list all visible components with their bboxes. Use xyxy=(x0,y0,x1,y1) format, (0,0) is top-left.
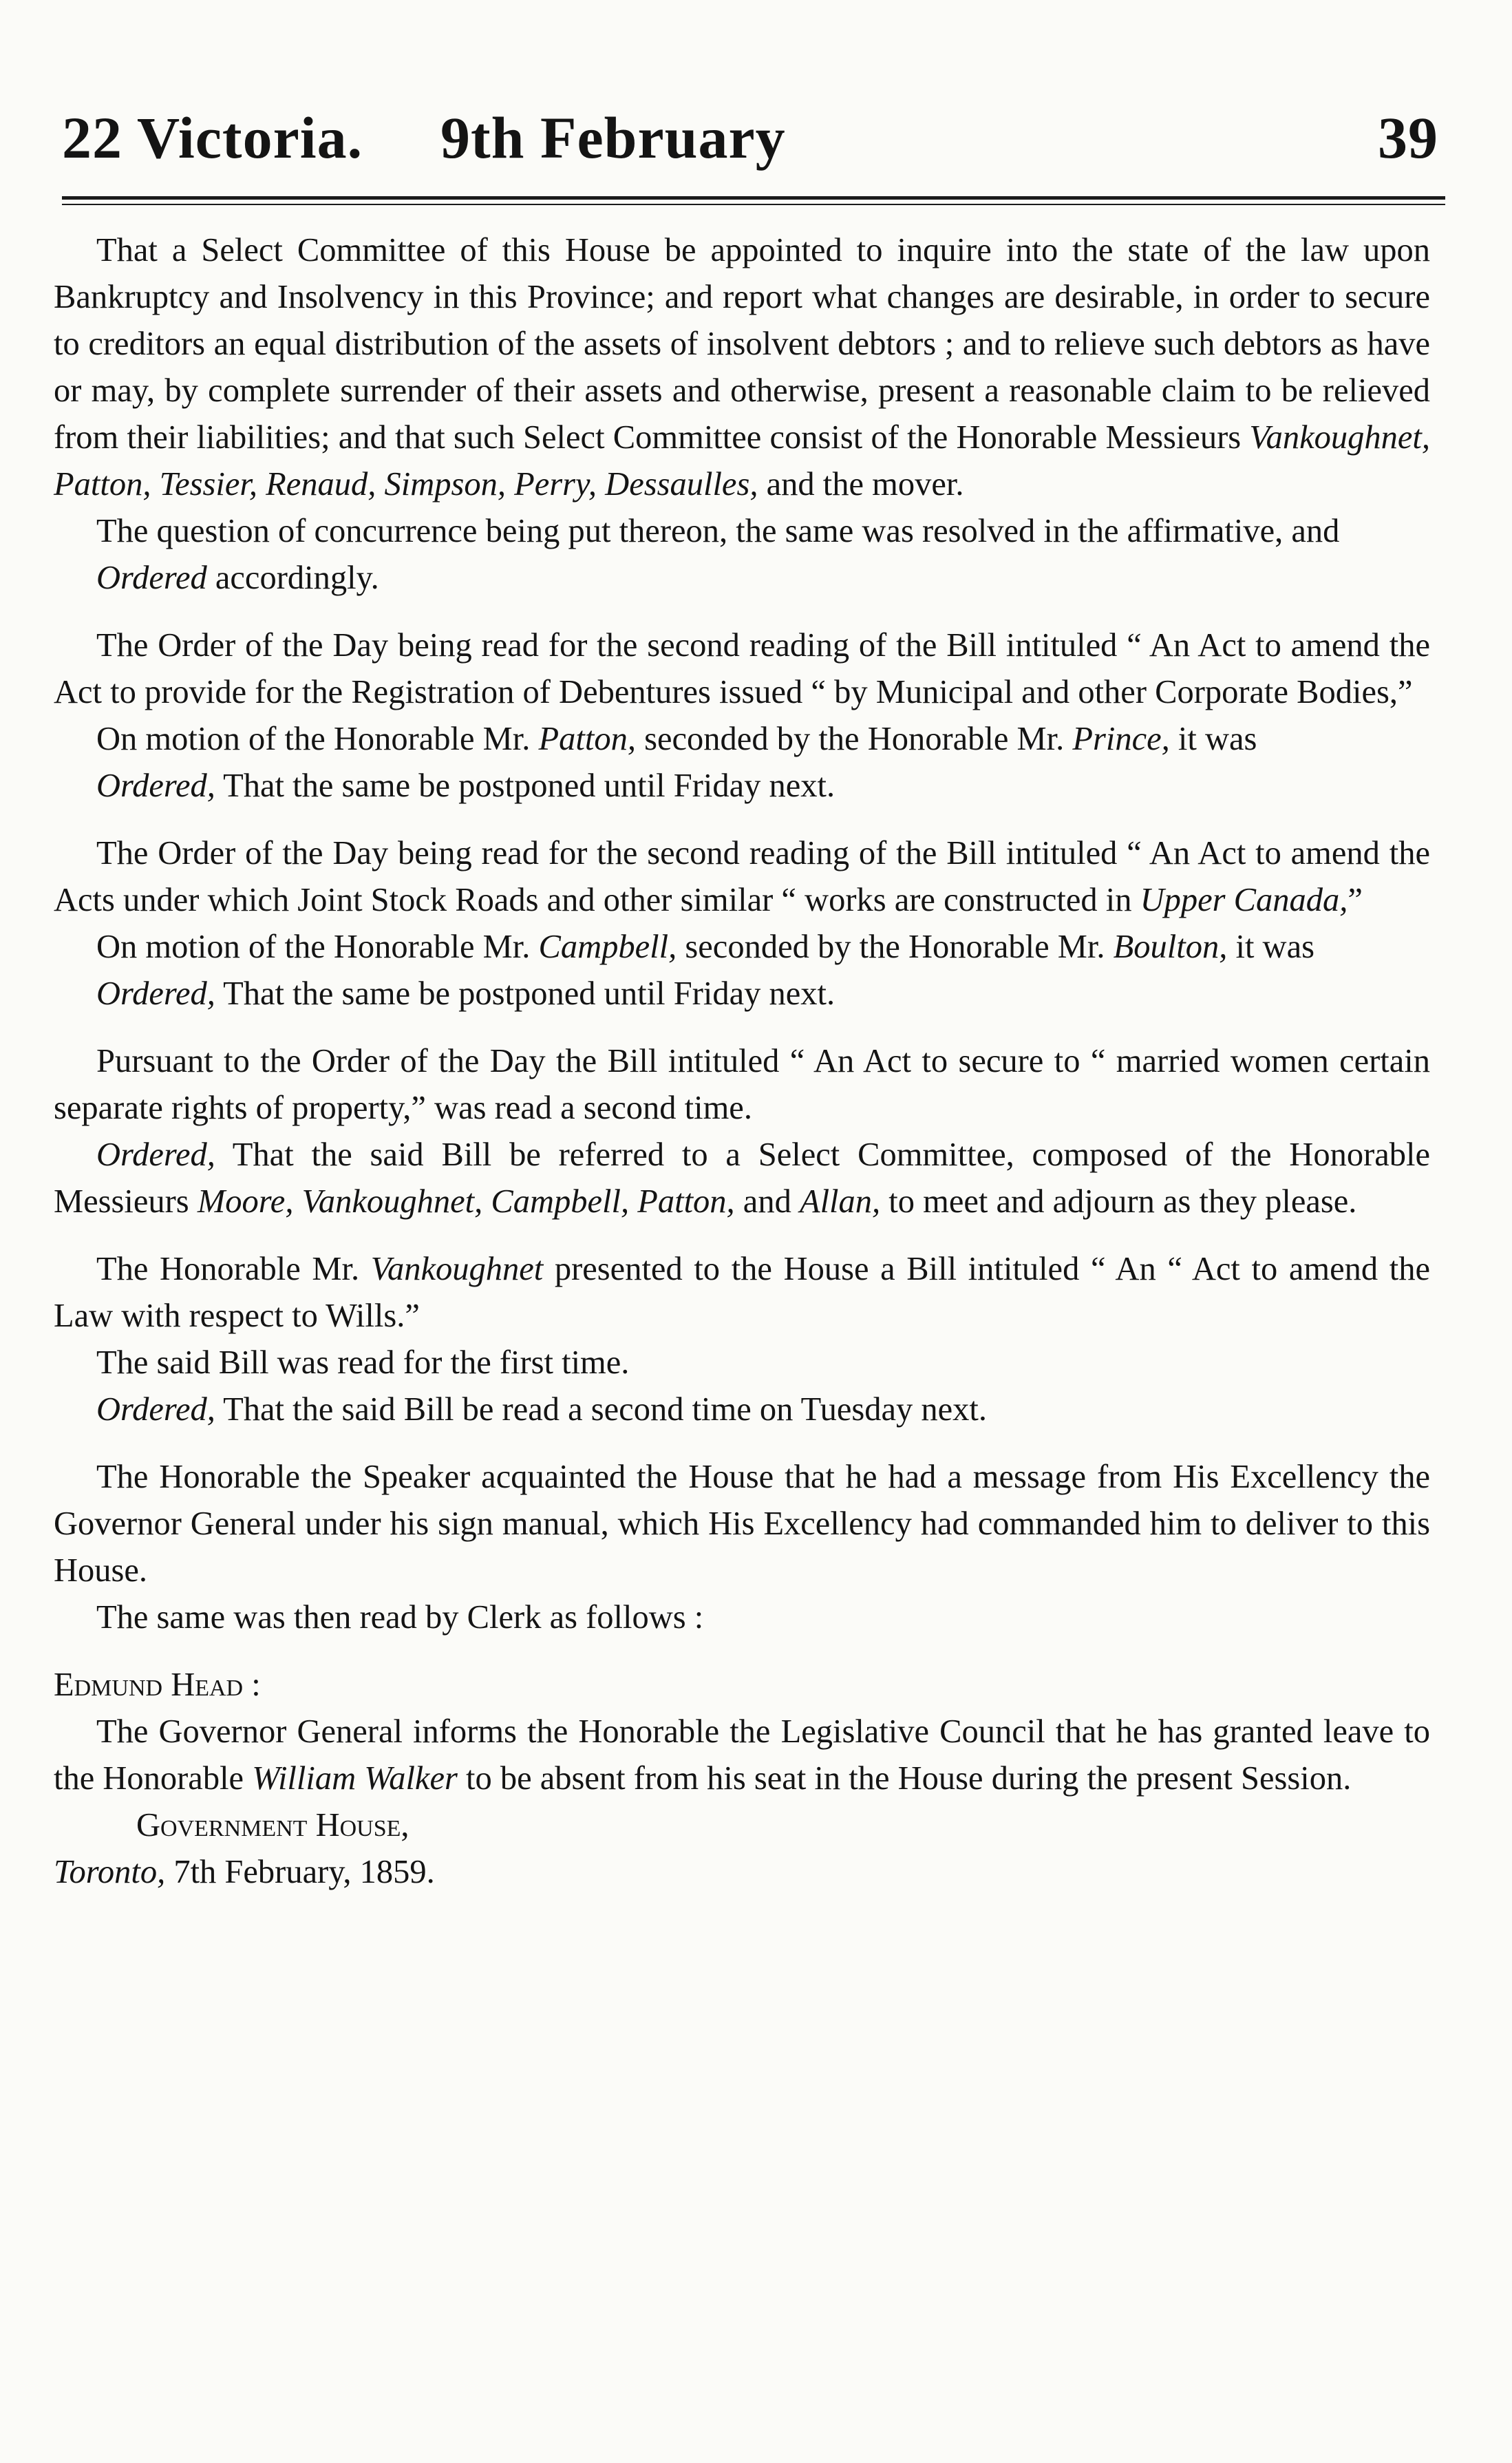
paragraph-concurrence: The question of concurrence being put thereon, the same was resolved in the affirmative, and xyxy=(96,513,1340,549)
header-rule-thin xyxy=(62,204,1445,205)
header-session: 22 Victoria. xyxy=(62,105,363,171)
paragraph-motion-campbell: On motion of the Honorable Mr. Campbell, seconded by the Honorable Mr. Boulton, it was xyxy=(96,929,1314,965)
paragraph-postponed-1: Ordered, That the same be postponed until Friday next. xyxy=(96,768,835,804)
header-rule xyxy=(62,196,1445,200)
page-number: 39 xyxy=(1378,105,1438,171)
paragraph-first-reading: The said Bill was read for the first time. xyxy=(96,1344,630,1381)
paragraph-postponed-2: Ordered, That the same be postponed until Friday next. xyxy=(96,975,835,1012)
paragraph-joint-stock-roads-bill: The Order of the Day being read for the second reading of the Bill intituled “ An Act to amend the Acts under which Joint Stock Roads and other similar “ works are constructed in Upper Canada,” xyxy=(54,835,1430,918)
page-header xyxy=(62,103,1438,179)
paragraph-select-committee: Ordered, That the said Bill be referred to a Select Committee, composed of the Honorable Messieurs Moore, Vankoughnet, Campbell, Patton, and Allan, to meet and adjourn as they please. xyxy=(54,1137,1430,1220)
page-body xyxy=(54,227,1430,1896)
paragraph-debentures-bill: The Order of the Day being read for the second reading of the Bill intituled “ An Act to amend the Act to provide for the Registration of Debentures issued “ by Municipal and other Corporate Bodies,” xyxy=(54,627,1430,710)
paragraph-second-reading: Ordered, That the said Bill be read a second time on Tuesday next. xyxy=(96,1391,987,1428)
paragraph-motion-patton: On motion of the Honorable Mr. Patton, seconded by the Honorable Mr. Prince, it was xyxy=(96,721,1257,757)
message-date: Toronto, 7th February, 1859. xyxy=(54,1854,435,1890)
paragraph-married-women-bill: Pursuant to the Order of the Day the Bill intituled “ An Act to secure to “ married women certain separate rights of property,” was read a second time. xyxy=(54,1043,1430,1126)
paragraph-committee-motion: That a Select Committee of this House be appointed to inquire into the state of the law upon Bankruptcy and Insolvency in this Province; and report what changes are desirable, in order to secure to creditors an equal distribution of the assets of insolvent debtors ; and to relieve such debtors as have or may, by complete surrender of their assets and otherwise, present a reasonable claim to be relieved from their liabilities; and that such Select Committee consist of the Honorable Messieurs Vankoughnet, Patton, Tessier, Renaud, Simpson, Perry, Dessaulles, and the mover. xyxy=(54,232,1430,503)
paragraph-speaker-message: The Honorable the Speaker acquainted the House that he had a message from His Excellency the Governor General under his sign manual, which His Excellency had commanded him to deliver to this House. xyxy=(54,1459,1430,1589)
message-place: Government House, xyxy=(136,1807,409,1843)
header-date: 9th February xyxy=(440,105,786,171)
paragraph-wills-bill: The Honorable Mr. Vankoughnet presented to the House a Bill intituled “ An “ Act to amend the Law with respect to Wills.” xyxy=(54,1251,1430,1334)
message-signatory: Edmund Head : xyxy=(54,1667,261,1703)
message-text: The Governor General informs the Honorable the Legislative Council that he has granted leave to the Honorable William Walker to be absent from his seat in the House during the present Session. xyxy=(54,1713,1430,1797)
paragraph-ordered: Ordered accordingly. xyxy=(96,560,379,596)
paragraph-read-by-clerk: The same was then read by Clerk as follows : xyxy=(96,1599,704,1636)
